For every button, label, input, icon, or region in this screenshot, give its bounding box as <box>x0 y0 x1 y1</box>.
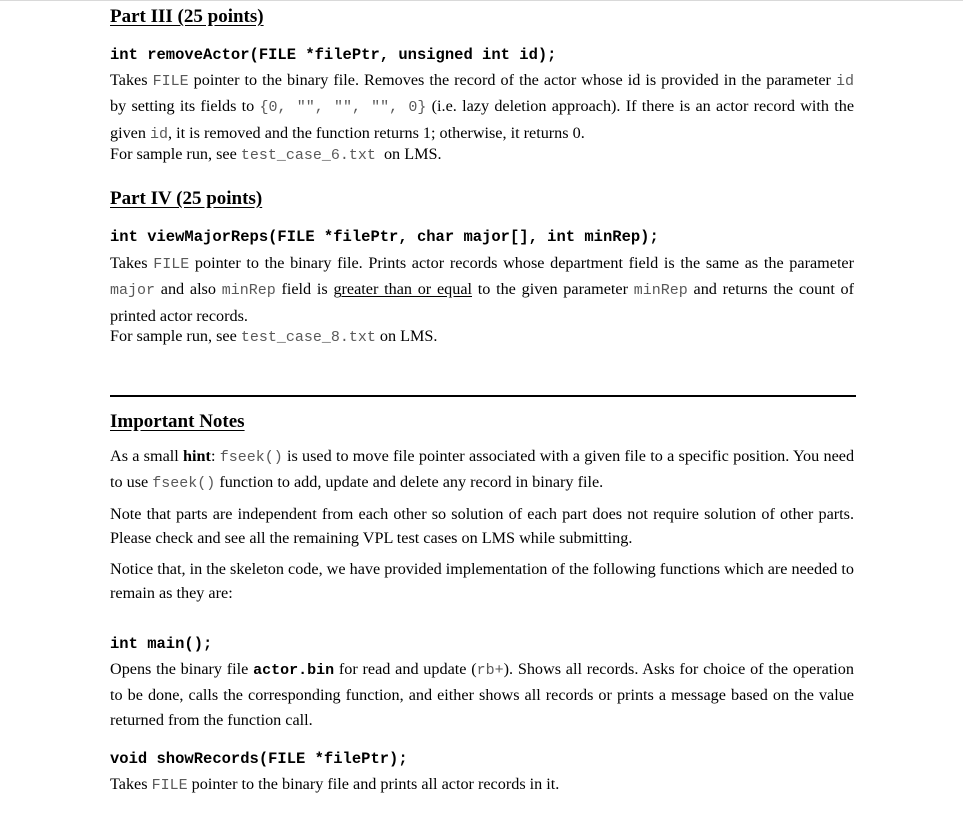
showrecords-description <box>110 772 559 798</box>
notes-independent-parts: Note that parts are independent from each other so solution of each part does not require solution of other parts. Please check and see all the remaining VPL test cases on LMS while submitting. <box>110 505 854 548</box>
text: , it is removed and the function returns 1; otherwise, it returns 0. <box>168 123 585 142</box>
main-signature: int main(); <box>110 635 213 653</box>
notes-heading: Important Notes <box>110 411 245 432</box>
top-border <box>0 0 963 1</box>
part3-heading: Part III (25 points) <box>110 6 264 27</box>
text: pointer to the binary file. Removes the record of the actor whose id is provided in the parameter <box>193 71 831 89</box>
text: on LMS. <box>383 145 442 163</box>
text: pointer to the binary file. Prints actor records whose department field is the same as the parameter <box>194 254 855 272</box>
text: is used to move file pointer associated with a given file to a specific position. You need to use <box>110 447 855 492</box>
text: Takes <box>110 71 148 89</box>
text: on LMS. <box>379 327 438 345</box>
text: to the given parameter <box>477 280 629 299</box>
showrecords-signature: void showRecords(FILE *filePtr); <box>110 750 408 768</box>
code-id: id <box>835 73 854 90</box>
code-fields: {0, "", "", "", 0} <box>259 99 427 117</box>
notes-skeleton-code: Notice that, in the skeleton code, we have provided implementation of the following functions which are needed to remain as they are: <box>110 560 854 603</box>
part3-sample-run <box>110 142 442 168</box>
part4-heading: Part IV (25 points) <box>110 188 263 209</box>
text: For sample run, see <box>110 327 237 345</box>
hint-bold: hint <box>183 447 211 465</box>
text: for read and update ( <box>338 660 477 678</box>
code-fseek: fseek() <box>219 449 283 466</box>
test-case-6-file: test_case_6.txt <box>240 147 376 164</box>
test-case-8-file: test_case_8.txt <box>240 329 376 346</box>
part4-description <box>110 251 854 328</box>
code-minrep: minRep <box>633 282 688 300</box>
text: field is <box>281 280 328 299</box>
main-description <box>110 657 854 732</box>
code-file: FILE <box>152 73 189 90</box>
code-mode: rb+ <box>476 662 504 679</box>
text: For sample run, see <box>110 145 237 163</box>
text: Takes <box>110 254 148 272</box>
part4-sample-run <box>110 324 437 350</box>
text: Opens the binary file <box>110 660 249 678</box>
text: and returns the count of printed actor records. <box>110 280 855 325</box>
part3-description <box>110 68 854 147</box>
notes-hint <box>110 444 854 497</box>
actor-bin-file: actor.bin <box>253 662 335 679</box>
code-file: FILE <box>151 777 188 794</box>
code-minrep: minRep <box>221 282 276 300</box>
part4-signature: int viewMajorReps(FILE *filePtr, char major[], int minRep); <box>110 228 659 246</box>
text: As a small <box>110 447 179 465</box>
text: : <box>210 447 216 465</box>
text: Takes <box>110 775 148 793</box>
code-major: major <box>110 282 156 300</box>
text: function to add, update and delete any record in binary file. <box>219 473 604 492</box>
text: pointer to the binary file and prints all actor records in it. <box>191 775 560 793</box>
underlined-text: greater than or equal <box>333 280 472 299</box>
part3-signature: int removeActor(FILE *filePtr, unsigned int id); <box>110 46 557 64</box>
text: and also <box>160 280 216 299</box>
code-id: id <box>150 125 169 143</box>
code-file: FILE <box>153 256 190 273</box>
text: by setting its fields to <box>110 97 255 116</box>
part3-section <box>110 6 264 28</box>
section-divider <box>110 395 856 397</box>
text: (i.e. lazy deletion approach). If there is an actor record with the given <box>110 97 855 142</box>
code-fseek: fseek() <box>152 475 216 493</box>
text: ). Shows all records. Asks for choice of the operation to be done, calls the corresponding function, and either shows all records or prints a message based on the value returned from the function call. <box>110 660 854 729</box>
